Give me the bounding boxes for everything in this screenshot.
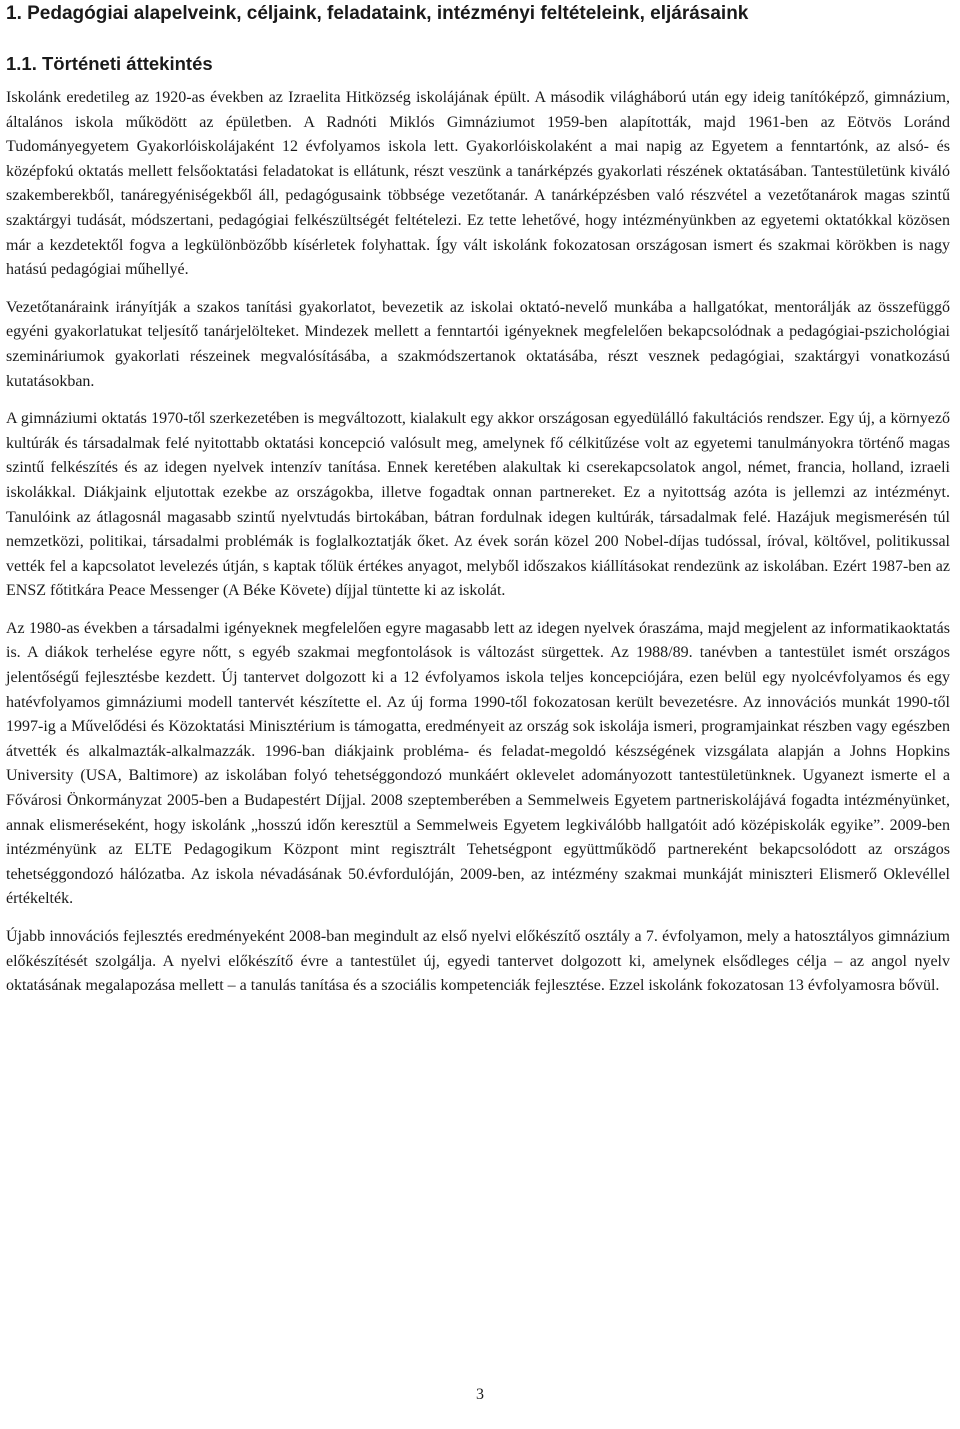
chapter-heading: 1. Pedagógiai alapelveink, céljaink, feladataink, intézményi feltételeink, eljárásaink <box>6 3 749 24</box>
page-number: 3 <box>476 1386 484 1403</box>
paragraph-history: Iskolánk eredetileg az 1920-as években az Izraelita Hitközség iskolájának épült. A második világháború után egy ideig tanítóképző, gimnázium, általános iskola működött az épületben. A Radnóti Miklós Gimnáziumot 1959-ben alapították, majd 1961-ben az Eötvös Loránd Tudományegyetem Gyakorlóiskolájaként 12 évfolyamos iskola lett. Gyakorlóiskolaként a mai napig az Egyetem a fenntartónk, az alsó- és középfokú oktatás mellett felsőoktatási feladatokat is ellátunk, részt veszünk a tanárképzés gyakorlati részének oktatásában. Tantestületünk kiváló szakemberekből, tanáregyéniségekből áll, pedagógusaink többsége vezetőtanár. A tanárképzésben való részvétel a vezetőtanárok magas szintű szaktárgyi tudását, módszertani, pedagógiai felkészültségét feltételezi. Ez tette lehetővé, hogy intézményünkben az egyetemi oktatókkal közösen már a kezdetektől fogva a legkülönbözőbb kísérletek folyhattak. Így vált iskolánk fokozatosan országosan ismert és szakmai körökben is nagy hatású pedagógiai műhellyé. <box>6 89 950 279</box>
section-body <box>6 86 950 999</box>
section-heading: 1.1. Történeti áttekintés <box>6 53 213 74</box>
paragraph-innovation: Újabb innovációs fejlesztés eredményeként 2008-ban megindult az első nyelvi előkészítő osztály a 7. évfolyamon, mely a hatosztályos gimnázium előkészítését szolgálja. A nyelvi előkészítő évre a tantestület új, egyedi tantervet dolgozott ki, amelynek elsődleges célja – az angol nyelv oktatásának megalapozása mellett – a tanulás tanítása és a szociális kompetenciák fejlesztése. Ezzel iskolánk fokozatosan 13 évfolyamosra bővül. <box>6 928 950 995</box>
paragraph-mentor-teachers: Vezetőtanáraink irányítják a szakos tanítási gyakorlatot, bevezetik az iskolai oktató-nevelő munkába a hallgatókat, mentorálják az összefüggő egyéni gyakorlatukat teljesítő tanárjelölteket. Mindezek mellett a fenntartói igényeknek megfelelően bekapcsolódnak a pedagógiai-pszichológiai szemináriumok gyakorlati részeinek megvalósításába, a szakmódszertanok oktatásába, részt vesznek pedagógiai, szaktárgyi vonatkozású kutatásokban. <box>6 298 950 390</box>
paragraph-1970s: A gimnáziumi oktatás 1970-től szerkezetében is megváltozott, kialakult egy akkor országosan egyedülálló fakultációs rendszer. Egy új, a környező kultúrák és társadalmak felé nyitottabb oktatási koncepció valósult meg, amelynek fő célkitűzése volt az egyetemi tanulmányokra történő magas szintű felkészítés és az idegen nyelvek intenzív tanítása. Ennek keretében alakultak ki cserekapcsolatok angol, német, francia, holland, izraeli iskolákkal. Diákjaink eljutottak ezekbe az országokba, illetve fogadtak onnan partnereket. Ez a nyitottság azóta is jellemzi az intézményt. Tanulóink az átlagosnál magasabb szintű nyelvtudás birtokában, bátran fordulnak idegen kultúrák, társadalmak felé. Hazájuk megismerésén túl nemzetközi, politikai, társadalmi problémák is foglalkoztatják őket. Az évek során közel 200 Nobel-díjas tudóssal, íróval, költővel, politikussal vették fel a kapcsolatot levelezés útján, s kaptak tőlük értékes anyagot, melyből időszakos kiállításokat rendezünk az iskolában. Ezért 1987-ben az ENSZ főtitkára Peace Messenger (A Béke Követe) díjjal tüntette ki az iskolát. <box>6 410 950 600</box>
paragraph-1980s: Az 1980-as években a társadalmi igényeknek megfelelően egyre magasabb lett az idegen nyelvek óraszáma, majd megjelent az informatikaoktatás is. A diákok terhelése egyre nőtt, s egyéb szakmai megfontolások is változást sürgettek. Az 1988/89. tanévben a tantestület ismét országos jelentőségű fejlesztésbe kezdett. Új tantervet dolgozott ki a 12 évfolyamos iskola teljes koncepciójára, ezen belül egy nyolcévfolyamos és egy hatévfolyamos gimnáziumi modell tantervét készítette el. Az új forma 1990-től fokozatosan került bevezetésre. Az innovációs munkát 1990-től 1997-ig a Művelődési és Közoktatási Minisztérium is támogatta, eredményeit az ország sok iskolája ismeri, programjainkat részben vagy egészben átvették és alkalmazták-alkalmazzák. 1996-ban diákjaink probléma- és feladat-megoldó készségének vizsgálata alapján a Johns Hopkins University (USA, Baltimore) az iskolában folyó tehetséggondozó munkáért oklevelet adományozott tantestületünknek. Ugyanezt ismerte el a Fővárosi Önkormányzat 2005-ben a Budapestért Díjjal. 2008 szeptemberében a Semmelweis Egyetem partneriskolájává fogadta intézményünket, annak elismeréseként, hogy iskolánk „hosszú időn keresztül a Semmelweis Egyetem legkiválóbb hallgatóit adó középiskolák egyike”. 2009-ben intézményünk az ELTE Pedagogikum Központ mint regisztrált Tehetségpont együttműködő partnereként bekapcsolódott az országos tehetséggondozó hálózatba. Az iskola névadásának 50.évfordulóján, 2009-ben, az intézmény szakmai munkáját miniszteri Elismerő Oklevéllel értékelték. <box>6 619 950 908</box>
